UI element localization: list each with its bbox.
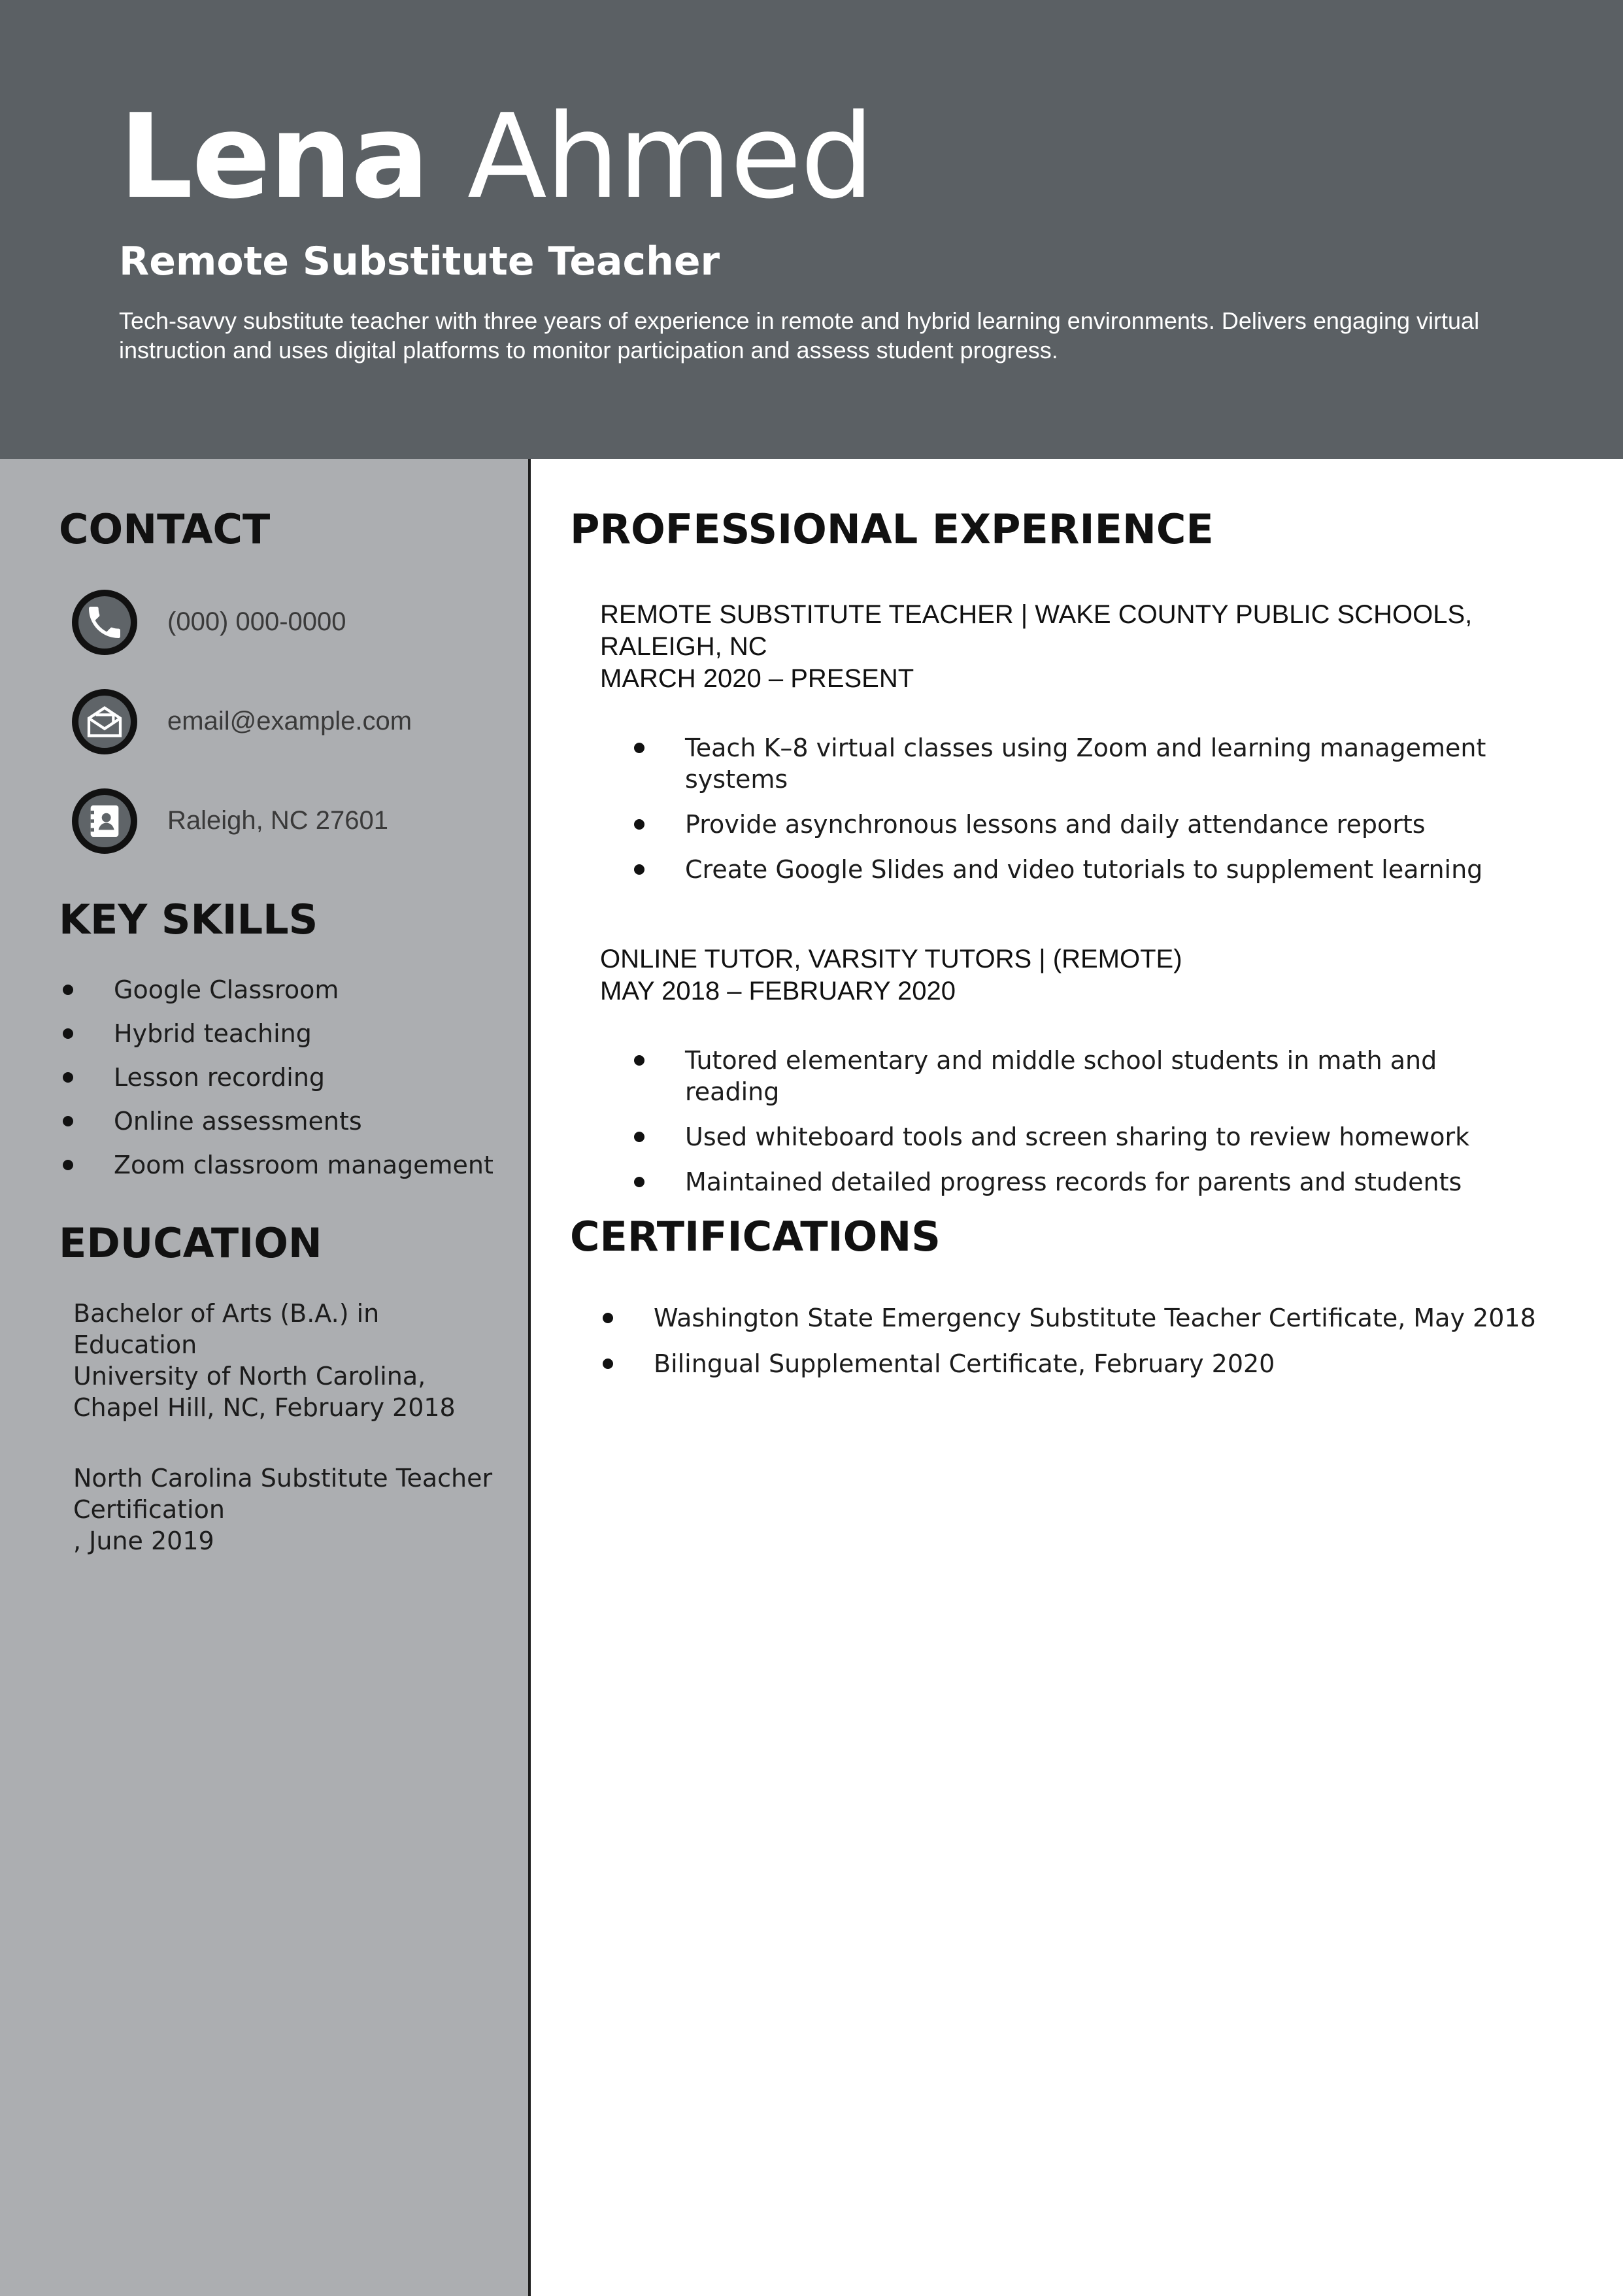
- skills-list: [59, 974, 494, 1193]
- skill-label: Hybrid teaching: [114, 1019, 312, 1048]
- skill-label: Lesson recording: [114, 1063, 326, 1092]
- certification-text: Washington State Emergency Substitute Teacher Certificate, May 2018: [654, 1304, 1536, 1332]
- job-dates: MAY 2018 – FEBRUARY 2020: [600, 977, 956, 1005]
- address-text: Raleigh, NC 27601: [167, 806, 388, 835]
- list-item: [630, 854, 1486, 885]
- job-bullet-text: Maintained detailed progress records for parents and students: [685, 1168, 1462, 1196]
- list-item: [630, 1045, 1532, 1107]
- job-bullets: [630, 1045, 1532, 1211]
- phone-icon: [72, 590, 137, 655]
- summary-text: Tech-savvy substitute teacher with three years of experience in remote and hybrid learning environments. Delivers engaging virtual instruction and uses digital platforms to monitor participation and assess student progress.: [119, 307, 1480, 363]
- phone-number: (000) 000-0000: [167, 607, 346, 636]
- job-header: [600, 943, 1528, 1007]
- job-title-line: RALEIGH, NC: [600, 632, 767, 661]
- envelope-icon: [72, 689, 137, 754]
- certification-text: Bilingual Supplemental Certificate, February 2020: [654, 1349, 1275, 1378]
- list-item: [59, 1018, 494, 1049]
- skill-label: Zoom classroom management: [114, 1151, 494, 1179]
- job-bullets: [630, 732, 1486, 899]
- degree-line: Bachelor of Arts (B.A.) in: [73, 1299, 380, 1328]
- job-bullet-text: Used whiteboard tools and screen sharing to review homework: [685, 1123, 1470, 1151]
- job-dates: MARCH 2020 – PRESENT: [600, 664, 914, 693]
- list-item: [59, 1062, 494, 1093]
- first-name: Lena: [119, 89, 428, 224]
- job-title-line: REMOTE SUBSTITUTE TEACHER | WAKE COUNTY PUBLIC SCHOOLS,: [600, 600, 1473, 629]
- job-title-line: ONLINE TUTOR, VARSITY TUTORS | (REMOTE): [600, 945, 1182, 973]
- certifications-heading: CERTIFICATIONS: [570, 1213, 941, 1260]
- job-bullet-text: Teach K–8 virtual classes using Zoom and learning management systems: [685, 734, 1486, 794]
- certification-line: North Carolina Substitute Teacher: [73, 1464, 493, 1493]
- address-card-icon: [72, 788, 137, 854]
- contact-address: [72, 788, 516, 867]
- column-divider: [528, 459, 531, 2296]
- school-line: Chapel Hill, NC, February 2018: [73, 1393, 456, 1422]
- contact-heading: CONTACT: [59, 505, 271, 553]
- list-item: [599, 1302, 1553, 1334]
- email-address: email@example.com: [167, 707, 412, 735]
- education-entry: [73, 1462, 518, 1557]
- contact-email: [72, 689, 516, 768]
- skill-label: Google Classroom: [114, 975, 339, 1004]
- job-bullet-text: Tutored elementary and middle school students in math and reading: [685, 1046, 1437, 1106]
- education-heading: EDUCATION: [59, 1219, 322, 1267]
- list-item: [630, 1166, 1532, 1198]
- list-item: [59, 1149, 494, 1181]
- job-bullet-text: Create Google Slides and video tutorials to supplement learning: [685, 855, 1483, 884]
- skill-label: Online assessments: [114, 1107, 362, 1136]
- certification-line: Certification: [73, 1495, 225, 1524]
- experience-heading: PROFESSIONAL EXPERIENCE: [570, 505, 1214, 553]
- list-item: [630, 809, 1486, 840]
- list-item: [59, 974, 494, 1005]
- list-item: [599, 1348, 1553, 1379]
- list-item: [630, 1121, 1532, 1153]
- last-name: Ahmed: [467, 89, 873, 224]
- resume-header: [0, 0, 1623, 459]
- degree-line: Education: [73, 1330, 197, 1359]
- skills-heading: KEY SKILLS: [59, 896, 318, 943]
- list-item: [630, 732, 1486, 795]
- school-line: University of North Carolina,: [73, 1362, 426, 1391]
- job-header: [600, 599, 1528, 695]
- candidate-name: [119, 89, 873, 224]
- education-entry: [73, 1298, 518, 1423]
- job-bullet-text: Provide asynchronous lessons and daily attendance reports: [685, 810, 1426, 839]
- list-item: [59, 1106, 494, 1137]
- contact-phone: [72, 590, 516, 668]
- job-title: Remote Substitute Teacher: [119, 239, 720, 284]
- certifications-list: [599, 1302, 1553, 1394]
- certification-date: , June 2019: [73, 1527, 214, 1555]
